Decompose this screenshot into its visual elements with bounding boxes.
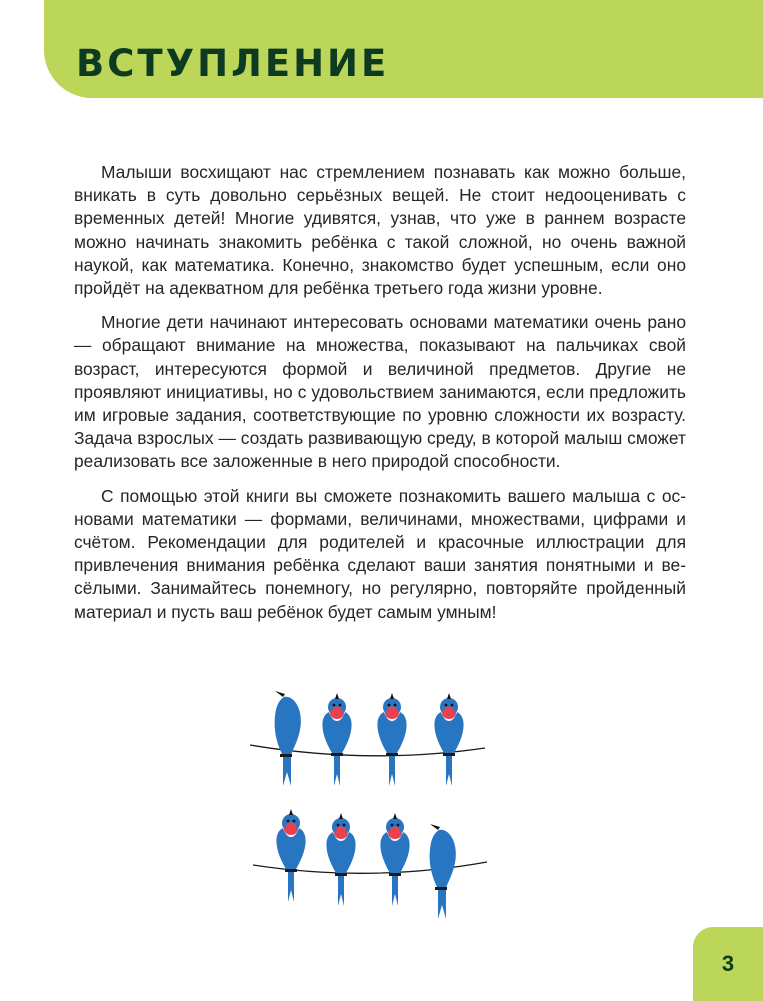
swallows-on-wires-icon bbox=[245, 690, 495, 940]
paragraph-1: Малыши восхищают нас стремлением познавать как можно больше, вникать в суть довольно серьёзных вещей. Не стоит недооценивать с временных детей! Многие удивятся, узнав, что уже в раннем возрасте можно начинать знакомить ребёнка с такой сложной, но очень важной наукой, как математика. Конечно, знакомство будет успешным, если оно пройдёт на адекватном для ребёнка третьего года жизни уровне. bbox=[74, 162, 686, 299]
bird-icon bbox=[326, 813, 355, 906]
bird-icon bbox=[434, 693, 463, 786]
bird-icon bbox=[380, 813, 409, 906]
page-number: 3 bbox=[693, 927, 763, 1001]
page-title: ВСТУПЛЕНИЕ bbox=[76, 42, 390, 85]
bird-icon bbox=[276, 809, 305, 902]
bird-icon bbox=[377, 693, 406, 786]
intro-text bbox=[74, 161, 686, 635]
bird-icon bbox=[430, 824, 456, 919]
paragraph-2: Многие дети начинают интересовать основами математики очень рано — обращают внимание на множества, показывают на пальчиках свой возраст, интересуются формой и величиной предметов. Другие не проявляют инициативы, но с удовольствием занимаются, если предложить им игровые задания, соответствующие по уровню сложности их возрасту. Задача взрослых — создать развивающую среду, в которой малыш сможет реализовать все заложенные в него природой способности. bbox=[74, 312, 686, 472]
paragraph-3: С помощью этой книги вы сможете познакомить вашего малыша с основами математики — формами, величинами, множествами, цифрами и счётом. Рекомендации для родителей и красочные иллюстрации для привлечения внимания ребёнка сделают ваши занятия понятными и весёлыми. Занимайтесь понемногу, но регулярно, повторяйте пройденный материал и пусть ваш ребёнок будет самым умным! bbox=[74, 485, 686, 622]
bird-icon bbox=[322, 693, 351, 786]
bird-icon bbox=[275, 691, 301, 786]
